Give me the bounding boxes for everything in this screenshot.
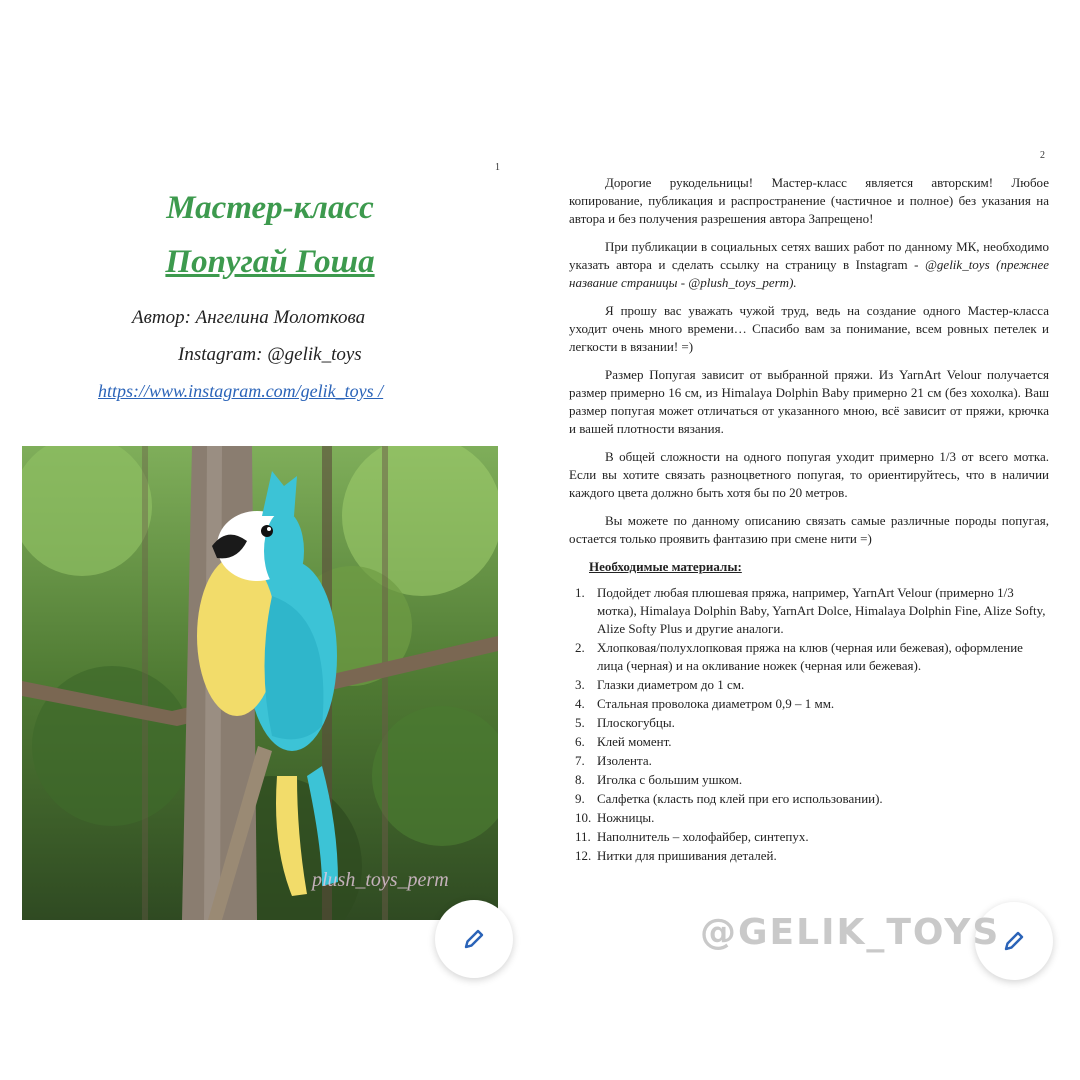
paragraph: Вы можете по данному описанию связать самые различные породы попугая, остается только проявить фантазию при смене нити =) — [569, 513, 1049, 546]
paragraph: При публикации в социальных сетях ваших работ по данному МК, необходимо указать автора и сделать ссылку на страницу в Instagram - @gelik_toys (прежнее название страницы - @plush_toys_perm). — [569, 239, 1049, 290]
author-line: Автор: Ангелина Молоткова — [132, 307, 366, 328]
page-number: 2 — [1040, 150, 1045, 161]
instagram-link[interactable]: https://www.instagram.com/gelik_toys / — [98, 381, 384, 401]
document-page-1 — [10, 140, 520, 970]
list-item: 5. Плоскогубцы. — [575, 715, 675, 730]
page-body — [569, 174, 1049, 866]
materials-heading: Необходимые материалы: — [589, 559, 742, 574]
list-item: 11. Наполнитель – холофайбер, синтепух. — [575, 829, 809, 844]
edit-button[interactable] — [435, 900, 513, 978]
list-item: 3. Глазки диаметром до 1 см. — [575, 677, 745, 692]
list-item: 10. Ножницы. — [575, 810, 655, 825]
parrot-photo — [22, 446, 498, 920]
document-page-2 — [555, 140, 1065, 970]
materials-list — [569, 584, 1049, 865]
paragraph: В общей сложности на одного попугая уходит примерно 1/3 от всего мотка. Если вы хотите связать разноцветного попугая, то ориентируйтесь, что в наличии каждого цвета должно быть хотя бы по 20 метров. — [569, 449, 1049, 500]
watermark: @GELIK_TOYS — [700, 912, 1001, 953]
list-item: 12. Нитки для пришивания деталей. — [575, 848, 777, 863]
parrot-photo-illustration — [22, 446, 498, 920]
list-item: 2. Хлопковая/полухлопковая пряжа на клюв (черная или бежевая), оформление лица (черная) и на окливание ножек (черная или бежевая). — [575, 640, 1023, 673]
pencil-icon — [461, 926, 487, 952]
page-number: 1 — [495, 162, 500, 173]
list-item: 6. Клей момент. — [575, 734, 672, 749]
paragraph: Дорогие рукодельницы! Мастер-класс является авторским! Любое копирование, публикация и распространение (частичное и полное) без указания на автора и без получения разрешения автора Запрещено! — [569, 175, 1049, 226]
paragraph: Я прошу вас уважать чужой труд, ведь на создание одного Мастер-класса уходит очень много времени… Спасибо вам за понимание, всем ровных петелек и легкости в вязании! =) — [569, 303, 1049, 354]
instagram-line: Instagram: @gelik_toys — [178, 344, 362, 365]
paragraph: Размер Попугая зависит от выбранной пряжи. Из YarnArt Velour получается размер примерно 16 см, из Himalaya Dolphin Baby примерно 21 см (без хохолка). Ваш размер попугая может отличаться от указанного мною, всё зависит от пряжи, крючка и вашей плотности вязания. — [569, 367, 1049, 436]
page-subtitle: Попугай Гоша — [165, 244, 375, 280]
pencil-icon — [1001, 928, 1027, 954]
page-title: Мастер-класс — [166, 190, 374, 226]
list-item: 7. Изолента. — [575, 753, 652, 768]
list-item: 1. Подойдет любая плюшевая пряжа, например, YarnArt Velour (примерно 1/3 мотка), Himalaya Dolphin Baby, YarnArt Dolce, Himalaya Dolphin Fine, Alize Softy, Alize Softy Plus и другие аналоги. — [575, 585, 1046, 636]
list-item: 9. Салфетка (класть под клей при его использовании). — [575, 791, 883, 806]
list-item: 4. Стальная проволока диаметром 0,9 – 1 мм. — [575, 696, 835, 711]
photo-watermark: plush_toys_perm — [312, 869, 449, 891]
list-item: 8. Иголка с большим ушком. — [575, 772, 743, 787]
